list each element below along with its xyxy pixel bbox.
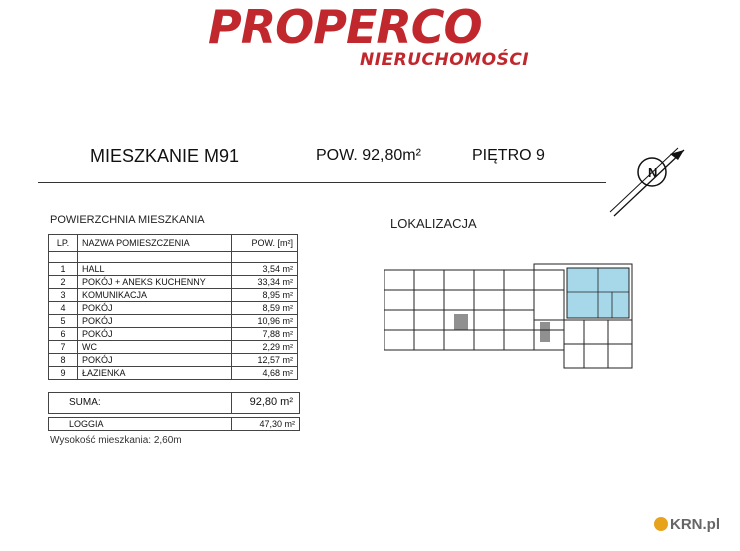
row-name: POKÓJ bbox=[82, 329, 113, 339]
ceiling-height-note: Wysokość mieszkania: 2,60m bbox=[50, 435, 182, 446]
row-area: 12,57 m² bbox=[257, 355, 293, 365]
header-divider bbox=[38, 182, 606, 183]
table-row bbox=[48, 262, 298, 276]
row-lp: 1 bbox=[60, 264, 66, 274]
loggia-label: LOGGIA bbox=[69, 419, 104, 429]
table-row bbox=[48, 302, 298, 315]
table-row bbox=[48, 367, 298, 380]
sum-row bbox=[48, 392, 300, 414]
row-name: POKÓJ bbox=[82, 316, 113, 326]
location-section-title: LOKALIZACJA bbox=[390, 216, 477, 231]
table-row bbox=[48, 354, 298, 367]
row-name: POKÓJ bbox=[82, 355, 113, 365]
krn-logo-icon bbox=[654, 517, 668, 531]
table-row bbox=[48, 289, 298, 302]
row-area: 2,29 m² bbox=[262, 342, 293, 352]
row-lp: 6 bbox=[60, 329, 66, 339]
loggia-value: 47,30 m² bbox=[259, 419, 295, 429]
table-row bbox=[48, 341, 298, 354]
row-area: 4,68 m² bbox=[262, 368, 293, 378]
col-name-header: NAZWA POMIESZCZENIA bbox=[82, 238, 190, 248]
row-lp: 7 bbox=[60, 342, 66, 352]
row-lp: 8 bbox=[60, 355, 66, 365]
row-name: HALL bbox=[82, 264, 105, 274]
svg-text:N: N bbox=[648, 165, 658, 180]
row-lp: 4 bbox=[60, 303, 66, 313]
krn-watermark-text: KRN.pl bbox=[670, 516, 720, 533]
row-name: ŁAZIENKA bbox=[82, 368, 126, 378]
apartment-floor: PIĘTRO 9 bbox=[472, 147, 545, 164]
row-name: POKÓJ + ANEKS KUCHENNY bbox=[82, 277, 206, 287]
row-area: 3,54 m² bbox=[262, 264, 293, 274]
properco-logo bbox=[208, 2, 538, 72]
logo-subtitle: NIERUCHOMOŚCI bbox=[360, 50, 530, 70]
table-row bbox=[48, 315, 298, 328]
sum-label: SUMA: bbox=[69, 397, 101, 408]
area-section-title: POWIERZCHNIA MIESZKANIA bbox=[50, 214, 205, 226]
row-name: POKÓJ bbox=[82, 303, 113, 313]
rooms-table bbox=[48, 234, 298, 380]
sum-value: 92,80 m² bbox=[249, 396, 293, 408]
krn-watermark bbox=[654, 516, 720, 533]
row-area: 8,95 m² bbox=[262, 290, 293, 300]
row-name: KOMUNIKACJA bbox=[82, 290, 148, 300]
row-lp: 5 bbox=[60, 316, 66, 326]
row-lp: 3 bbox=[60, 290, 66, 300]
row-area: 10,96 m² bbox=[257, 316, 293, 326]
row-area: 33,34 m² bbox=[257, 277, 293, 287]
table-row bbox=[48, 276, 298, 289]
north-arrow-icon bbox=[608, 146, 692, 226]
logo-brand: PROPERCO bbox=[208, 0, 482, 54]
loggia-row bbox=[48, 417, 300, 431]
apartment-area: POW. 92,80m² bbox=[316, 147, 421, 164]
row-area: 8,59 m² bbox=[262, 303, 293, 313]
row-lp: 2 bbox=[60, 277, 66, 287]
table-row bbox=[48, 328, 298, 341]
row-lp: 9 bbox=[60, 368, 66, 378]
col-area-header: POW. [m²] bbox=[251, 238, 293, 248]
col-lp-header: LP. bbox=[56, 238, 70, 248]
row-name: WC bbox=[82, 342, 97, 352]
table-header-row bbox=[48, 234, 298, 252]
apartment-title: MIESZKANIE M91 bbox=[90, 146, 240, 166]
floor-plan-map bbox=[384, 252, 634, 372]
row-area: 7,88 m² bbox=[262, 329, 293, 339]
